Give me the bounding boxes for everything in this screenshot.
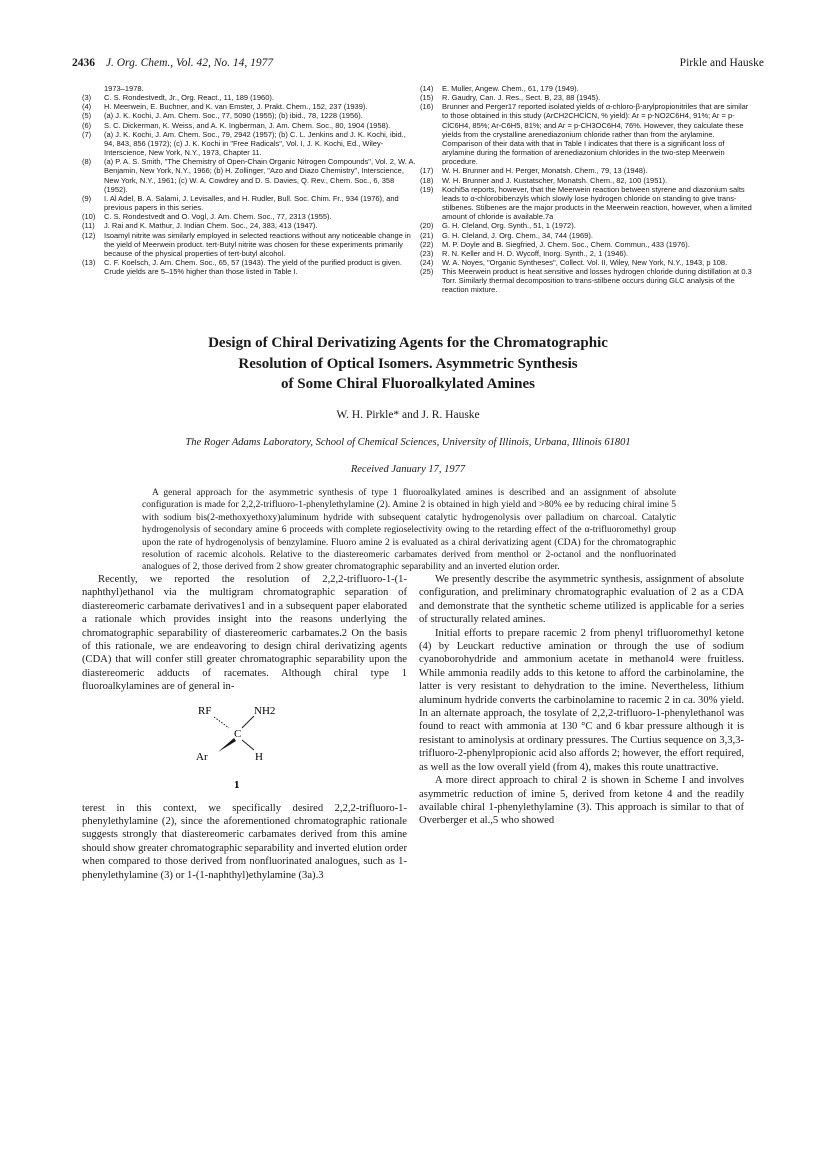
article-authors: W. H. Pirkle* and J. R. Hauske bbox=[336, 409, 480, 421]
reference-text: W. A. Noyes, "Organic Syntheses", Collect. Vol. II, Wiley, New York, N.Y., 1943, p 108. bbox=[442, 257, 728, 267]
article-title bbox=[120, 333, 696, 395]
article-affiliation: The Roger Adams Laboratory, School of Chemical Sciences, University of Illinois, Urbana, Illinois 61801 bbox=[185, 437, 631, 448]
reference-text: W. H. Brunner and H. Perger, Monatsh. Chem., 79, 13 (1948). bbox=[442, 166, 648, 176]
reference-number: (12) bbox=[82, 230, 96, 240]
reference-text: R. N. Keller and H. D. Wycoff, Inorg. Synth., 2, 1 (1946). bbox=[442, 248, 629, 258]
reference-text: (a) J. K. Kochi, J. Am. Chem. Soc., 77, 5090 (1955); (b) ibid., 78, 1228 (1956). bbox=[104, 111, 363, 121]
reference-number: (17) bbox=[420, 166, 434, 176]
reference-number: (24) bbox=[420, 257, 434, 267]
ar-label: Ar bbox=[196, 750, 208, 763]
body-paragraph: terest in this context, we specifically desired 2,2,2-trifluoro-1-phenylethylamine (2), since the aforementioned chromatographic rationale suggests strongly that diastereomeric carbamates derived from this amine should show greater chromatographic separability and inverted elution order when compared to those derived from nonfluorinated analogues, such as 1-phenylethylamine (3) or 1-(1-naphthyl)ethylamine (3a).3 bbox=[82, 802, 407, 881]
reference-text: C. F. Koelsch, J. Am. Chem. Soc., 65, 57 (1943). The yield of the purified product is given. Crude yields are 5–15% higher than those listed in Table I. bbox=[104, 257, 402, 277]
reference-item bbox=[82, 93, 416, 102]
reference-text: M. P. Doyle and B. Siegfried, J. Chem. Soc., Chem. Commun., 433 (1976). bbox=[442, 239, 690, 249]
reference-number: (10) bbox=[82, 212, 96, 222]
body-paragraph: Initial efforts to prepare racemic 2 from phenyl trifluoromethyl ketone (4) by Leuckart reductive amination or through the use of sodium cyanoborohydride and ammonium acetate in methanol4 were fruitless. While ammonia readily adds to this ketone to afford the carbinolamine, the latter is very resistant to dehydration to the imine. Nevertheless, lithium aluminum hydride converts the carbinolamine to racemic 2 in ca. 30% yield. In an alternate approach, the tosylate of 2,2,2-trifluoro-1-phenylethanol was found to react with ammonia at 130 °C and 6 kbar pressure although it is resistant to aminolysis at ordinary pressures. The Curtius sequence on 3,3,3-trifluoro-2-phenylpropionic acid also affords 2; however, the effort required, as well as the low overall yield (from 4), makes this route unattractive. bbox=[419, 627, 744, 773]
reference-text: C. S. Rondestvedt and O. Vogl, J. Am. Chem. Soc., 77, 2313 (1955). bbox=[104, 212, 332, 222]
reference-number: (20) bbox=[420, 221, 434, 231]
reference-text: G. H. Cleland, J. Org. Chem., 34, 744 (1969). bbox=[442, 230, 593, 240]
reference-number: (7) bbox=[82, 129, 92, 139]
reference-number: (18) bbox=[420, 175, 434, 185]
reference-item bbox=[82, 84, 416, 93]
reference-text: E. Muller, Angew. Chem., 61, 179 (1949). bbox=[442, 84, 579, 93]
reference-text: S. C. Dickerman, K. Weiss, and A. K. Ingberman, J. Am. Chem. Soc., 80, 1904 (1958). bbox=[104, 120, 391, 130]
reference-item bbox=[420, 84, 754, 93]
reference-item bbox=[420, 176, 754, 185]
title-line: Resolution of Optical Isomers. Asymmetric Synthesis bbox=[238, 355, 578, 372]
reference-number: (19) bbox=[420, 184, 434, 194]
reference-number: (15) bbox=[420, 93, 434, 103]
reference-item bbox=[82, 102, 416, 111]
reference-item bbox=[420, 93, 754, 102]
reference-number: (16) bbox=[420, 102, 434, 112]
reference-item bbox=[420, 166, 754, 175]
title-line: of Some Chiral Fluoroalkylated Amines bbox=[281, 376, 535, 392]
bond-nh2 bbox=[242, 716, 254, 728]
body-paragraph: A more direct approach to chiral 2 is shown in Scheme I and involves asymmetric reduction of imine 5, derived from ketone 4 and the readily available chiral 1-phenylethylamine (3). This approach is similar to that of Overberger et al.,5 who showed bbox=[419, 775, 744, 827]
reference-text: H. Meerwein, E. Buchner, and K. van Emster, J. Prakt. Chem., 152, 237 (1939). bbox=[104, 102, 368, 112]
title-line: Design of Chiral Derivatizing Agents for the Chromatographic bbox=[208, 335, 608, 351]
reference-text: J. Rai and K. Mathur, J. Indian Chem. Soc., 24, 383, 413 (1947). bbox=[104, 221, 318, 231]
page-header bbox=[72, 57, 764, 75]
references-left-column bbox=[82, 84, 416, 276]
running-authors: Pirkle and Hauske bbox=[679, 57, 764, 69]
reference-text: R. Gaudry, Can. J. Res., Sect. B, 23, 88 (1945). bbox=[442, 93, 601, 103]
rf-label: RF bbox=[198, 704, 212, 717]
reference-item bbox=[82, 258, 416, 276]
page-number: 2436 bbox=[72, 57, 95, 69]
reference-text: (a) J. K. Kochi, J. Am. Chem. Soc., 79, 2942 (1957); (b) C. L. Jenkins and J. K. Kochi, ibid., 94, 843, 856 (1972); (c) J. K. Kochi in "Free Radicals", Vol. I, J. K. Kochi, Ed., Wiley-Interscience, New York, N.Y., 1973, Chapter 11. bbox=[104, 129, 406, 158]
reference-item bbox=[420, 102, 754, 166]
received-date: Received January 17, 1977 bbox=[350, 464, 466, 475]
body-left-column bbox=[82, 573, 407, 882]
reference-item bbox=[420, 267, 754, 294]
reference-text: I. Al Adel, B. A. Salami, J. Levisalles, and H. Rudler, Bull. Soc. Chim. Fr., 934 (1976), and previous papers in this series. bbox=[104, 193, 399, 213]
body-paragraph: We presently describe the asymmetric synthesis, assignment of absolute configuration, and preliminary chromatographic evaluation of 2 as a CDA and demonstrate that the synthetic scheme utilized is applicable for a series of structurally related amines. bbox=[419, 574, 744, 626]
reference-text: Kochi5a reports, however, that the Meerwein reaction between styrene and diazonium salts leads to α-chlorobibenzyls which slowly lose hydrogen chloride on standing to give trans-stilbenes. Stilbenes are the major products in the Meerwein reaction, however, when a limited amount of chloride is available.7a bbox=[442, 184, 752, 222]
reference-item bbox=[82, 111, 416, 120]
reference-number: (8) bbox=[82, 157, 92, 167]
bond-h bbox=[242, 740, 254, 750]
h-label: H bbox=[255, 750, 263, 763]
reference-text: Isoamyl nitrite was similarly employed in selected reactions without any noticeable change in the yield of Meerwein product. tert-Butyl nitrite was chosen for these experiments primarily because of the physical properties of tert-butyl alcohol. bbox=[104, 230, 411, 258]
reference-text: 1973–1978. bbox=[104, 84, 144, 93]
reference-number: (6) bbox=[82, 120, 92, 130]
reference-number: (23) bbox=[420, 248, 434, 258]
reference-number: (3) bbox=[82, 93, 92, 103]
reference-item bbox=[420, 221, 754, 230]
reference-item bbox=[82, 194, 416, 212]
hashed-bond bbox=[214, 717, 229, 728]
reference-number: (4) bbox=[82, 102, 92, 112]
reference-number: (21) bbox=[420, 230, 434, 240]
header-left bbox=[72, 57, 273, 69]
reference-item bbox=[82, 130, 416, 157]
journal-citation: J. Org. Chem., Vol. 42, No. 14, 1977 bbox=[105, 57, 274, 69]
reference-item bbox=[82, 212, 416, 221]
reference-item bbox=[82, 231, 416, 258]
reference-number: (9) bbox=[82, 193, 92, 203]
reference-number: (14) bbox=[420, 84, 434, 93]
references-right-column bbox=[420, 84, 754, 295]
carbon-label: C bbox=[234, 727, 242, 740]
structure-1-drawing bbox=[192, 700, 302, 796]
reference-number: (5) bbox=[82, 111, 92, 121]
reference-item bbox=[82, 157, 416, 194]
nh2-label: NH2 bbox=[254, 704, 276, 717]
reference-item bbox=[420, 249, 754, 258]
body-right-column bbox=[419, 573, 744, 828]
compound-number: 1 bbox=[234, 778, 240, 791]
reference-text: Brunner and Perger17 reported isolated yields of α-chloro-β-arylpropionitriles that are similar to those obtained in this study (ArCH2CHClCN, % yield): Ar = p-NO2C6H4, 91%; Ar = p-ClC6H4, 85%; Ar-C6H5, 81%; and Ar = p-CH3OC6H4, 76%. However, they calculate these yields from the crystalline arenediazonium chloride rather than from the arylamine. Comparison of their data with that in Table I indicates that there is a significant loss of arylamine during the formation of arenediazonium chlorides in the two-step Meerwein procedure. bbox=[442, 102, 749, 167]
reference-number: (25) bbox=[420, 267, 434, 277]
reference-text: This Meerwein product is heat sensitive and losses hydrogen chloride during distillation at 0.3 Torr. Similarly thermal decomposition to trans-stilbene occurs during GLC analysis of the reaction mixture. bbox=[442, 267, 752, 295]
reference-text: G. H. Cleland, Org. Synth., 51, 1 (1972). bbox=[442, 221, 576, 231]
abstract: A general approach for the asymmetric synthesis of type 1 fluoroalkylated amines is described and an assignment of absolute configuration is made for 2,2,2-trifluoro-1-phenylethylamine (2). Amine 2 is obtained in high yield and >80% ee by reducing chiral imine 5 with sodium bis(2-methoxyethoxy)aluminum hydride with subsequent catalytic hydrogenolysis over palladium on charcoal. Catalytic hydrogenolysis of secondary amine 6 proceeds with complete regioselectivity owing to the retarding effect of the α-trifluoromethyl group upon the rate of hydrogenolysis of benzylamine. Fluoro amine 2 is evaluated as a chiral derivatizing agent (CDA) for the chromatographic resolution of racemic alcohols. Relative to the diastereomeric carbamates derived from menthol or 2-octanol and the nonfluorinated analogues of 2, those derived from 2 show greater chromatographic separability and an inverted elution order. bbox=[142, 488, 676, 573]
reference-number: (13) bbox=[82, 257, 96, 267]
body-paragraph: Recently, we reported the resolution of 2,2,2-trifluoro-1-(1-naphthyl)ethanol via the multigram chromatographic separation of diastereomeric carbamate derivatives1 and in a subsequent paper elaborated a rationale which provides insight into the reasons underlying the chromatographic separability of diastereomeric carbamates.2 On the basis of this rationale, we are endeavoring to design chiral derivatizing agents (CDA) that will confer still greater chromatographic separability upon the diastereomeric adducts of racemates. Although chiral type 1 fluoroalkylamines are of general in- bbox=[82, 574, 407, 693]
reference-item bbox=[82, 221, 416, 230]
reference-text: C. S. Rondestvedt, Jr., Org. React., 11, 189 (1960). bbox=[104, 93, 274, 103]
reference-item bbox=[420, 240, 754, 249]
structure-1-figure bbox=[82, 700, 407, 798]
reference-number: (11) bbox=[82, 221, 95, 231]
reference-item bbox=[420, 231, 754, 240]
reference-item bbox=[82, 121, 416, 130]
reference-text: W. H. Brunner and J. Kustatscher, Monatsh. Chem., 82, 100 (1951). bbox=[442, 175, 668, 185]
reference-item bbox=[420, 258, 754, 267]
reference-text: (a) P. A. S. Smith, "The Chemistry of Open-Chain Organic Nitrogen Compounds", Vol. 2, W. A. Benjamin, New York, N.Y., 1966; (b) H. Zollinger, "Azo and Diazo Chemistry", Interscience, New York, N.Y., 1961; (c) W. A. Cowdrey and D. S. Davies, Q. Rev., Chem. Soc., 6, 358 (1952). bbox=[104, 157, 416, 194]
reference-number: (22) bbox=[420, 239, 434, 249]
wedge-bond bbox=[218, 738, 236, 752]
reference-item bbox=[420, 185, 754, 222]
